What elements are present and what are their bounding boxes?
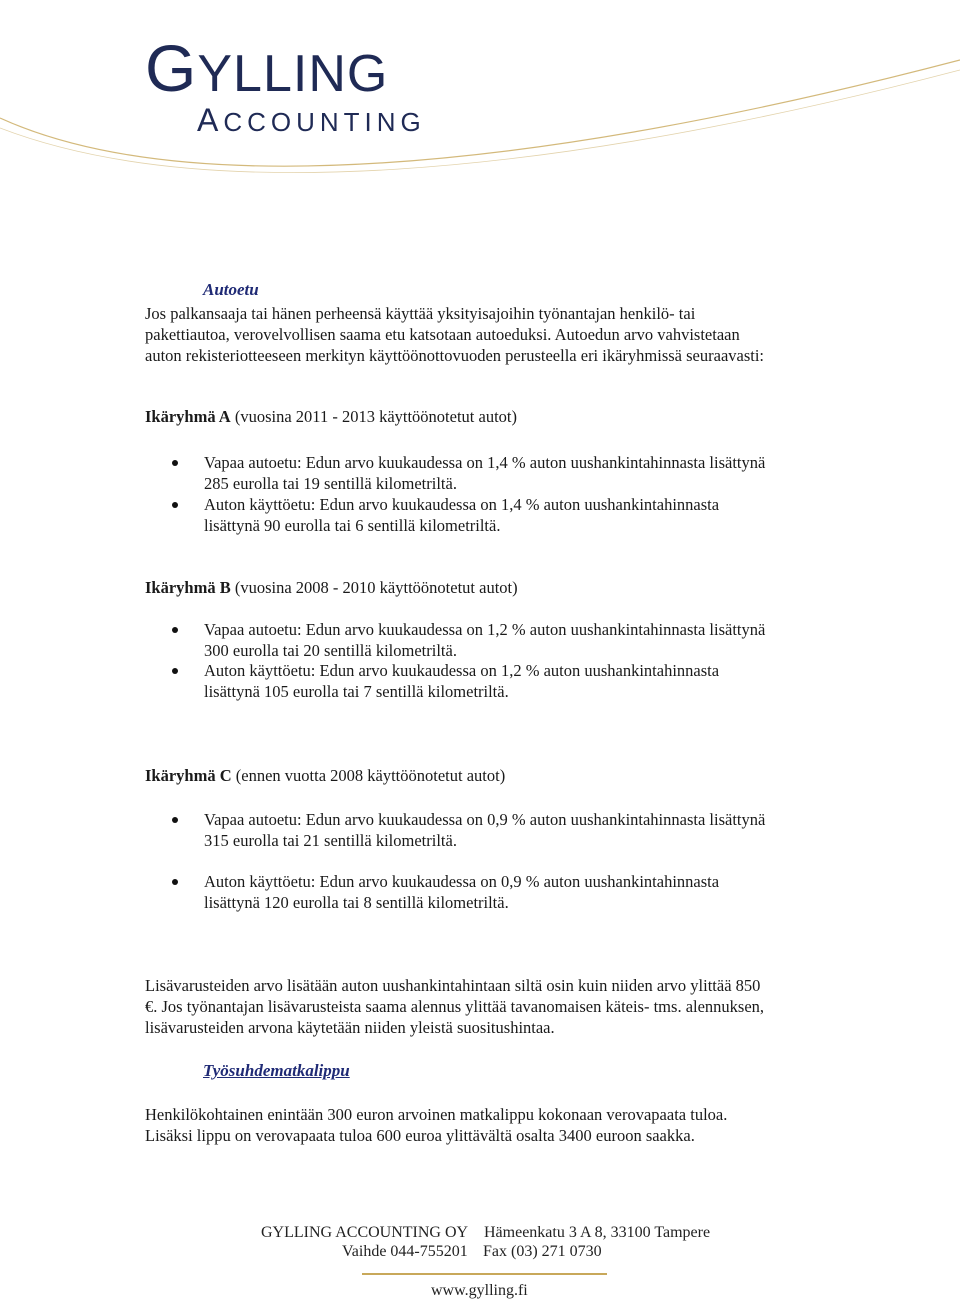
bullet-icon: [172, 627, 178, 633]
bullet-icon: [172, 460, 178, 466]
logo-sub-rest: CCOUNTING: [223, 107, 426, 137]
bullet-icon: [172, 502, 178, 508]
footer-fax: Fax (03) 271 0730: [483, 1243, 602, 1260]
list-item-line: Auton käyttöetu: Edun arvo kuukaudessa on 1,2 % auton uushankintahinnasta: [204, 661, 720, 680]
company-logo: [145, 31, 426, 139]
logo-name-initial: G: [145, 31, 198, 105]
group-c-name: Ikäryhmä C: [145, 766, 232, 785]
list-item-text: [204, 495, 719, 537]
lisavarusteet-line-3: lisävarusteiden arvona käytetään niiden yleistä suositushintaa.: [145, 1018, 555, 1037]
list-item-line: Vapaa autoetu: Edun arvo kuukaudessa on 0,9 % auton uushankintahinnasta lisättynä: [204, 810, 766, 829]
list-item-line: Auton käyttöetu: Edun arvo kuukaudessa on 0,9 % auton uushankintahinnasta: [204, 872, 720, 891]
list-item-text: [204, 661, 719, 703]
footer-company: GYLLING ACCOUNTING OY: [261, 1224, 469, 1241]
group-a-desc: (vuosina 2011 - 2013 käyttöönotetut autot): [230, 407, 517, 426]
group-a-title: [145, 407, 517, 427]
logo-subtitle: [197, 102, 426, 139]
logo-sub-initial: A: [197, 102, 224, 138]
list-item-text: [204, 872, 719, 914]
list-item-line: lisättynä 105 eurolla tai 7 sentillä kilometriltä.: [204, 681, 509, 701]
list-item-text: [204, 620, 765, 662]
group-c-desc: (ennen vuotta 2008 käyttöönotetut autot): [231, 766, 506, 785]
list-item-line: 300 eurolla tai 20 sentillä kilometriltä.: [204, 640, 457, 660]
list-item-text: [204, 810, 765, 852]
footer-website-link[interactable]: www.gylling.fi: [431, 1282, 528, 1299]
list-item-text: [204, 453, 765, 495]
matkalippu-heading: Työsuhdematkalippu: [203, 1061, 350, 1080]
group-c-title: [145, 766, 505, 786]
footer-divider: [362, 1273, 607, 1275]
footer-phone: Vaihde 044-755201: [342, 1243, 468, 1260]
group-b-desc: (vuosina 2008 - 2010 käyttöönotetut autot): [230, 578, 518, 597]
logo-name-rest: YLLING: [197, 45, 389, 103]
list-item-line: Auton käyttöetu: Edun arvo kuukaudessa on 1,4 % auton uushankintahinnasta: [204, 495, 720, 514]
bullet-icon: [172, 817, 178, 823]
list-item-line: 285 eurolla tai 19 sentillä kilometriltä.: [204, 473, 457, 493]
bullet-icon: [172, 668, 178, 674]
list-item-line: Vapaa autoetu: Edun arvo kuukaudessa on 1,4 % auton uushankintahinnasta lisättynä: [204, 453, 766, 472]
group-b-name: Ikäryhmä B: [145, 578, 231, 597]
bullet-icon: [172, 879, 178, 885]
list-item-line: lisättynä 90 eurolla tai 6 sentillä kilometriltä.: [204, 515, 501, 535]
footer-address: Hämeenkatu 3 A 8, 33100 Tampere: [484, 1224, 711, 1241]
logo-swoosh: [0, 0, 960, 200]
list-item-line: 315 eurolla tai 21 sentillä kilometriltä.: [204, 830, 457, 850]
list-item-line: Vapaa autoetu: Edun arvo kuukaudessa on 1,2 % auton uushankintahinnasta lisättynä: [204, 620, 766, 639]
list-item-line: lisättynä 120 eurolla tai 8 sentillä kilometriltä.: [204, 892, 509, 912]
matkalippu-line-1: Henkilökohtainen enintään 300 euron arvoinen matkalippu kokonaan verovapaata tuloa.: [145, 1105, 728, 1124]
lisavarusteet-line-2: €. Jos työnantajan lisävarusteista saama alennus ylittää tavanomaisen käteis- tms. alennuksen,: [145, 997, 765, 1016]
autoetu-heading: Autoetu: [203, 280, 259, 299]
group-a-name: Ikäryhmä A: [145, 407, 231, 426]
group-b-title: [145, 578, 518, 598]
autoetu-intro-2: pakettiautoa, verovelvollisen saama etu katsotaan autoeduksi. Autoedun arvo vahvistetaan: [145, 325, 740, 344]
matkalippu-line-2: Lisäksi lippu on verovapaata tuloa 600 euroa ylittävältä osalta 3400 euroon saakka.: [145, 1126, 695, 1145]
autoetu-intro-1: Jos palkansaaja tai hänen perheensä käyttää yksityisajoihin työnantajan henkilö- tai: [145, 304, 696, 323]
lisavarusteet-line-1: Lisävarusteiden arvo lisätään auton uushankintahintaan siltä osin kuin niiden arvo ylittää 850: [145, 976, 761, 995]
logo-name: [145, 31, 426, 105]
autoetu-intro-3: auton rekisteriotteeseen merkityn käyttöönottovuoden perusteella eri ikäryhmissä seuraavasti:: [145, 346, 765, 365]
